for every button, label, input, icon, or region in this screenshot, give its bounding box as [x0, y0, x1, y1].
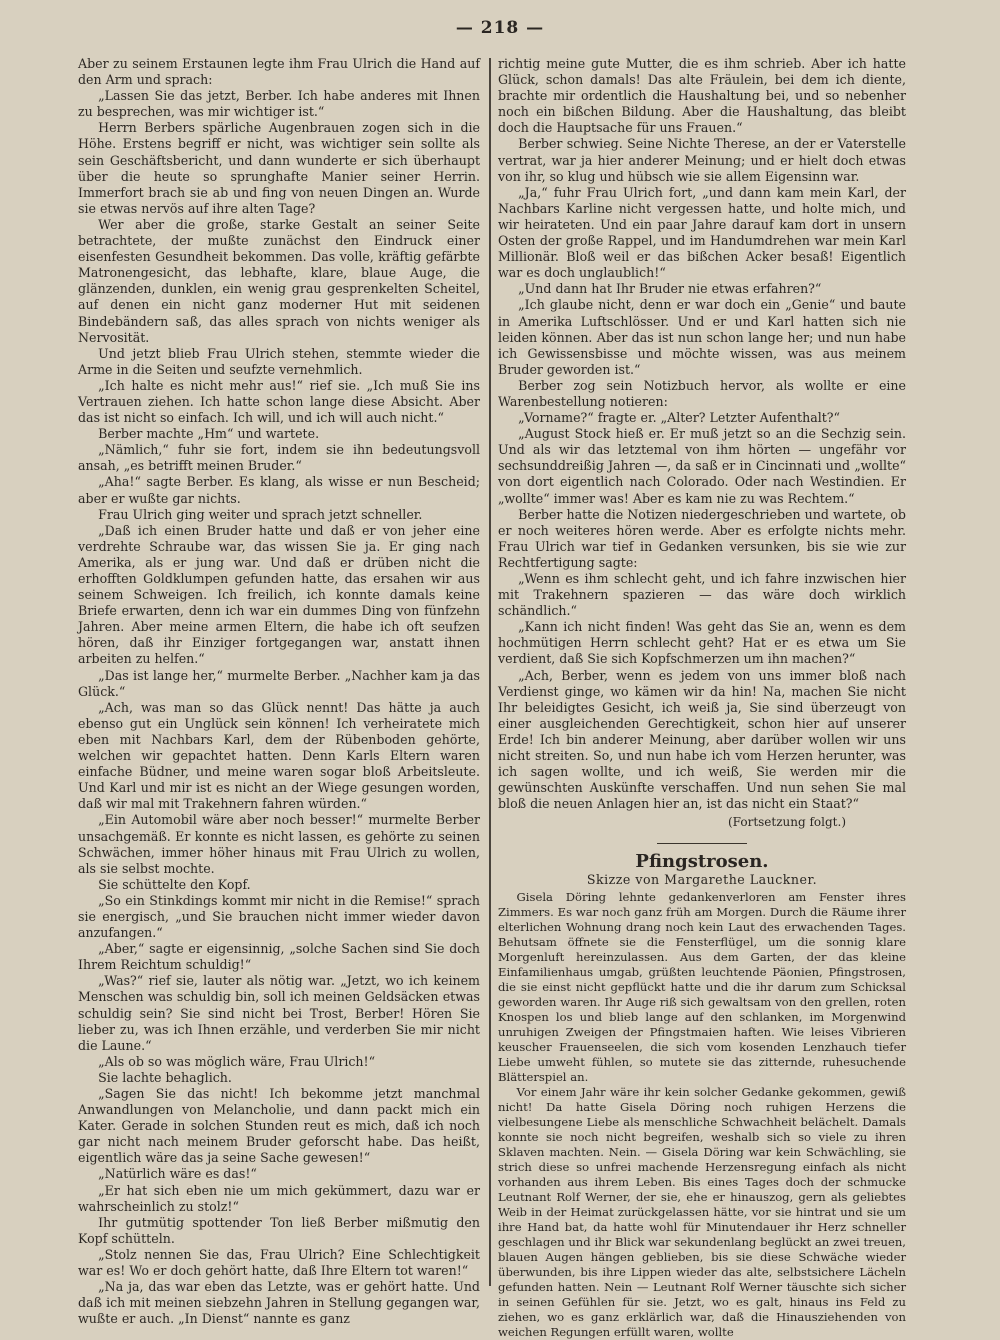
paragraph: „Als ob so was möglich wäre, Frau Ulrich!“ — [98, 1053, 376, 1069]
paragraph: „Ach, Berber, wenn es jedem von uns immer bloß nach Verdienst ginge, wo kämen wir da hin! Na, machen Sie nicht Ihr beleidigtes Gesicht, ich weiß ja, Sie sind überzeugt von einer ausgleichenden Gerechtigkeit, schon hier auf unserer Erde! Ich bin anderer Meinung, aber darüber wollen wir uns nicht streiten. So, und nun habe ich vom Herzen herunter, was ich sagen wollte, und ich weiß, Sie werden mir die gewünschten Auskünfte verschaffen. Und nun sehen Sie mal bloß die neuen Anlagen hier an, ist das nicht ein Staat?“ — [498, 667, 906, 812]
paragraph: Aber zu seinem Erstaunen legte ihm Frau Ulrich die Hand auf den Arm und sprach: — [78, 56, 480, 88]
paragraph: „So ein Stinkdings kommt mir nicht in die Remise!“ sprach sie energisch, „und Sie brauchen nicht immer wieder davon anzufangen.“ — [78, 892, 480, 941]
paragraph: „Ach, was man so das Glück nennt! Das hätte ja auch ebenso gut ein Unglück sein können! Ich verheiratete mich eben mit Nachbars Karl, dem der Rübenboden gehörte, welchen wir gepachtet hatten. Denn Karls Eltern waren einfache Büdner, und meine waren sogar bloß Arbeitsleute. Und Karl und mir ist es nicht an der Wiege gesungen worden, daß wir mal mit Trakehnern fahren würden.“ — [78, 699, 480, 812]
paragraph: Berber hatte die Notizen niedergeschrieben und wartete, ob er noch weiteres hören werde. Aber es erfolgte nichts mehr. Frau Ulrich war tief in Gedanken versunken, bis sie wie zur Rechtfertigung sagte: — [498, 506, 906, 570]
paragraph: „Kann ich nicht finden! Was geht das Sie an, wenn es dem hochmütigen Herrn schlecht geht? Hat er es etwa um Sie verdient, daß Sie sich Kopfschmerzen um ihn machen?“ — [498, 619, 906, 667]
paragraph: „Das ist lange her,“ murmelte Berber. „Nachher kam ja das Glück.“ — [78, 667, 480, 699]
left-column — [78, 56, 480, 1327]
paragraph: Wer aber die große, starke Gestalt an seiner Seite betrachtete, der mußte zunächst den Eindruck einer eisenfesten Gesundheit bekommen. Das volle, kräftig gefärbte Matronengesicht, das lebhafte, klare, blaue Auge, die glänzenden, dunklen, ein wenig grau gesprenkelten Scheitel, auf denen ein nicht ganz moderner Hut mit seidenen Bindebändern saß, das alles sprach von nichts weniger als Nervosität. — [78, 216, 480, 345]
paragraph: Und jetzt blieb Frau Ulrich stehen, stemmte wieder die Arme in die Seiten und seufzte vernehmlich. — [78, 345, 480, 377]
paragraph: „Ja,“ fuhr Frau Ulrich fort, „und dann kam mein Karl, der Nachbars Karline nicht vergessen hatte, und holte mich, und wir heirateten. Und ein paar Jahre darauf kam dort in unsern Osten der große Rappel, und im Handumdrehen war mein Karl Millionär. Bloß weil er das bißchen Acker besaß! Eigentlich war es doch unglaublich!“ — [498, 184, 906, 281]
column-divider — [489, 58, 491, 1286]
paragraph: richtig meine gute Mutter, die es ihm schrieb. Aber ich hatte Glück, schon damals! Das alte Fräulein, bei dem ich diente, brachte mir ordentlich die Haushaltung bei, und so nebenher noch ein bißchen Bildung. Aber die Haushaltung, das bleibt doch die Hauptsache für uns Frauen.“ — [498, 56, 906, 136]
paragraph: „Vorname?“ fragte er. „Alter? Letzter Aufenthalt?“ — [518, 410, 840, 426]
paragraph: „Nämlich,“ fuhr sie fort, indem sie ihn bedeutungsvoll ansah, „es betrifft meinen Bruder.“ — [78, 442, 480, 474]
paragraph: „Na ja, das war eben das Letzte, was er gehört hatte. Und daß ich mit meinen siebzehn Jahren in Stellung gegangen war, wußte er auch. „In Dienst“ nannte es ganz — [78, 1279, 480, 1327]
story-title: Pfingstrosen. — [635, 850, 769, 872]
paragraph: Frau Ulrich ging weiter und sprach jetzt schneller. — [98, 506, 423, 522]
paragraph: „Wenn es ihm schlecht geht, und ich fahre inzwischen hier mit Trakehnern spazieren — das wäre doch wirklich schändlich.“ — [498, 571, 906, 619]
story-paragraph: Vor einem Jahr wäre ihr kein solcher Gedanke gekommen, gewiß nicht! Da hatte Gisela Döring noch ruhigen Herzens die vielbesungene Liebe als menschliche Schwachheit belächelt. Damals konnte sie noch nicht begreifen, weshalb sich so viele zu ihren Sklaven machten. Nein. — Gisela Döring war kein Schwächling, sie strich diese so unfrei machende Herzensregung einfach als nicht vorhanden aus ihrem Leben. Bis eines Tages doch der schmucke Leutnant Rolf Werner, der sie, ehe er hinauszog, gern als geliebtes Weib in der Heimat zurückgelassen hätte, vor sie hintrat und sie um ihre Hand bat, da hatte wohl für Minutendauer ihr Herz schneller geschlagen und ihr Blick war sekundenlang beglückt an zwei treuen, blauen Augen hängen geblieben, bis sie diese Schwäche wieder überwunden, bis ihre Lippen wieder das alte, selbstsichere Lächeln gefunden hatten. Nein — Leutnant Rolf Werner täuschte sich sicher in seinen Gefühlen für sie. Jetzt, wo es galt, hinaus ins Feld zu ziehen, wo es ganz erklärlich war, daß die Hinausziehenden von weichen Regungen erfüllt waren, wollte — [498, 1084, 906, 1339]
paragraph: „August Stock hieß er. Er muß jetzt so an die Sechzig sein. Und als wir das letztemal von ihm hörten — ungefähr vor sechsunddreißig Jahren —, da saß er in Cincinnati und „wollte“ von dort eigentlich nach Colorado. Oder nach Westindien. Er „wollte“ immer was! Aber es kam nie zu was Rechtem.“ — [498, 426, 906, 506]
paragraph: Berber zog sein Notizbuch hervor, als wollte er eine Warenbestellung notieren: — [498, 377, 906, 409]
paragraph: „Lassen Sie das jetzt, Berber. Ich habe anderes mit Ihnen zu besprechen, was mir wichtiger ist.“ — [78, 88, 480, 120]
paragraph: „Aha!“ sagte Berber. Es klang, als wisse er nun Bescheid; aber er wußte gar nichts. — [78, 474, 480, 506]
section-rule — [657, 843, 747, 844]
paragraph: Sie schüttelte den Kopf. — [98, 876, 251, 892]
paragraph: „Ich glaube nicht, denn er war doch ein „Genie“ und baute in Amerika Luftschlösser. Und er und Karl hatten sich nie leiden können. Aber das ist nun schon lange her; und nun habe ich Gewissensbisse und möchte wissen, was aus meinem Bruder geworden ist.“ — [498, 297, 906, 377]
page-number: — 218 — — [455, 18, 545, 38]
paragraph: „Ein Automobil wäre aber noch besser!“ murmelte Berber unsachgemäß. Er konnte es nicht lassen, es gehörte zu seinen Schwächen, immer höher hinaus mit Frau Ulrich zu wollen, als sie selbst mochte. — [78, 812, 480, 876]
paragraph: „Sagen Sie das nicht! Ich bekomme jetzt manchmal Anwandlungen von Melancholie, und dann packt mich ein Kater. Gerade in solchen Stunden reut es mich, daß ich noch gar nicht nach meinem Bruder geforscht habe. Das heißt, eigentlich wäre das ja seine Sache gewesen!“ — [78, 1086, 480, 1166]
paragraph: Ihr gutmütig spottender Ton ließ Berber mißmutig den Kopf schütteln. — [78, 1214, 480, 1246]
continued-note: (Fortsetzung folgt.) — [728, 815, 846, 830]
paragraph: „Natürlich wäre es das!“ — [98, 1166, 257, 1182]
right-column — [498, 56, 906, 1339]
paragraph: Berber machte „Hm“ und wartete. — [98, 426, 320, 442]
story-paragraph: Gisela Döring lehnte gedankenverloren am Fenster ihres Zimmers. Es war noch ganz früh am Morgen. Durch die Räume ihrer elterlichen Wohnung drang noch kein Laut des erwachenden Tages. Behutsam öffnete sie die Fensterflügel, um die sonnig klare Morgenluft hereinzulassen. Aus dem Garten, der das kleine Einfamilienhaus umgab, grüßten leuchtende Päonien, Pfingstrosen, die sie einst nicht gepflückt hatte und die ihr darum zum Schicksal geworden waren. Ihr Auge riß sich gewaltsam von den grellen, roten Knospen los und blieb lange auf den schlanken, im Morgenwind unruhigen Zweigen der Pfingstmaien haften. Wie leises Vibrieren keuscher Frauenseelen, die sich vom kosenden Lenzhauch tiefer Liebe umweht fühlen, so mutete sie das zitternde, ruhesuchende Blätterspiel an. — [498, 889, 906, 1084]
paragraph: Berber schwieg. Seine Nichte Therese, an der er Vaterstelle vertrat, war ja hier anderer Meinung; und er hielt doch etwas von ihr, so klug und hübsch wie sie allem Eigensinn war. — [498, 136, 906, 184]
paragraph: Herrn Berbers spärliche Augenbrauen zogen sich in die Höhe. Erstens begriff er nicht, was wichtiger sein sollte als sein Geschäftsbericht, und dann wunderte er sich überhaupt über die heute so sprunghafte Manier seiner Herrin. Immerfort brach sie ab und fing von neuen Dingen an. Wurde sie etwas nervös auf ihre alten Tage? — [78, 120, 480, 216]
paragraph: „Daß ich einen Bruder hatte und daß er von jeher eine verdrehte Schraube war, das wissen Sie ja. Er ging nach Amerika, als er jung war. Und daß er drüben nicht die erhofften Goldklumpen gefunden hatte, das ersahen wir aus seinem Schweigen. Ich freilich, ich konnte damals keine Briefe erwarten, denn ich war ein dummes Ding von fünfzehn Jahren. Aber meine armen Eltern, die habe ich oft seufzen hören, daß ihr Einziger fortgegangen war, anstatt ihnen arbeiten zu helfen.“ — [78, 522, 480, 667]
paragraph: „Ich halte es nicht mehr aus!“ rief sie. „Ich muß Sie ins Vertrauen ziehen. Ich hatte schon lange diese Absicht. Aber das ist nicht so einfach. Ich will, und ich will auch nicht.“ — [78, 377, 480, 426]
story-byline: Skizze von Margarethe Lauckner. — [586, 871, 818, 887]
paragraph: „Und dann hat Ihr Bruder nie etwas erfahren?“ — [518, 281, 822, 297]
paragraph: „Er hat sich eben nie um mich gekümmert, dazu war er wahrscheinlich zu stolz!“ — [78, 1182, 480, 1214]
paragraph: „Was?“ rief sie, lauter als nötig war. „Jetzt, wo ich keinem Menschen was schuldig bin, soll ich meinen Geldsäcken etwas schuldig sein? Sie sind nicht bei Trost, Berber! Hören Sie lieber zu, was ich Ihnen erzähle, und verderben Sie mir nicht die Laune.“ — [78, 973, 480, 1053]
paragraph: „Stolz nennen Sie das, Frau Ulrich? Eine Schlechtigkeit war es! Wo er doch gehört hatte, daß Ihre Eltern tot waren!“ — [78, 1246, 480, 1279]
paragraph: Sie lachte behaglich. — [98, 1069, 232, 1085]
paragraph: „Aber,“ sagte er eigensinnig, „solche Sachen sind Sie doch Ihrem Reichtum schuldig!“ — [78, 941, 480, 973]
